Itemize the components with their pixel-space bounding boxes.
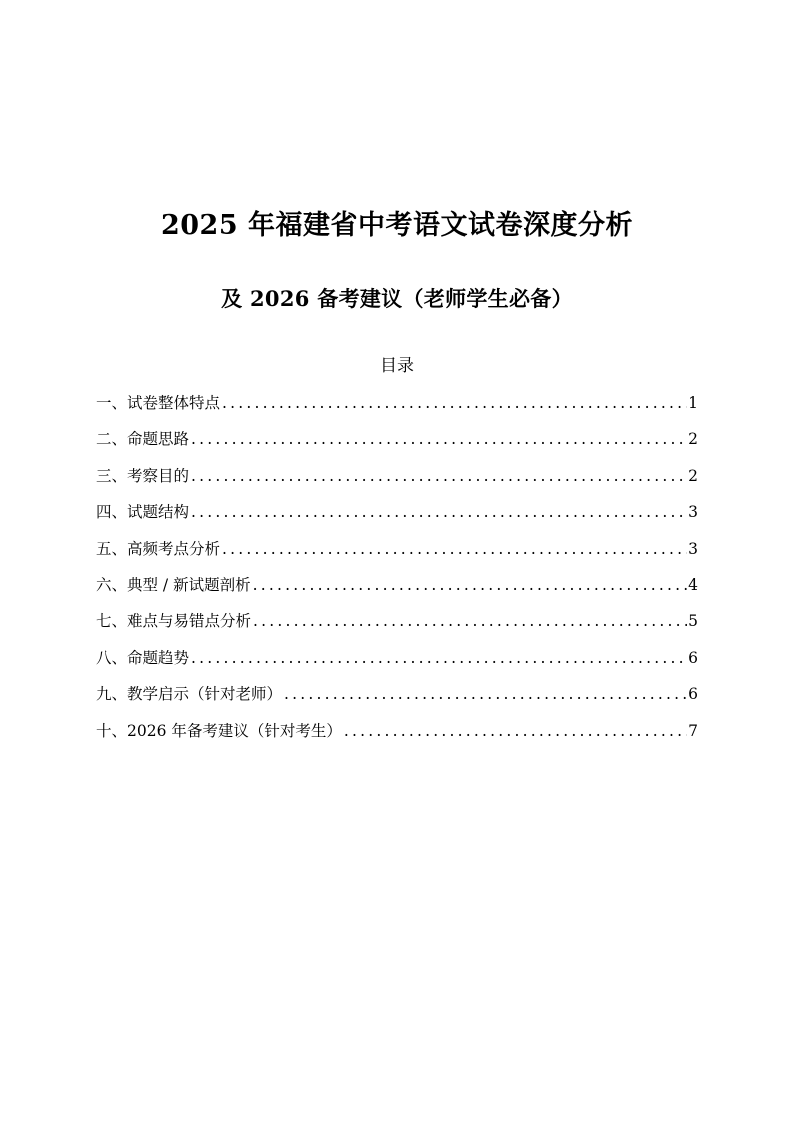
toc-entry-page: 7 (688, 721, 698, 740)
toc-leader-dots (191, 645, 687, 671)
toc-entry-page: 4 (688, 575, 698, 594)
toc-entry-page: 5 (688, 612, 698, 631)
toc-leader-dots (284, 681, 687, 707)
toc-entry[interactable] (96, 608, 698, 644)
toc-entry-page: 2 (688, 430, 698, 449)
toc-entry[interactable] (96, 718, 698, 754)
document-title: 2025 年福建省中考语文试卷深度分析 (160, 210, 634, 241)
toc-leader-dots (222, 390, 687, 416)
toc-leader-dots (191, 463, 687, 489)
toc-entry-page: 1 (688, 394, 698, 412)
toc-entry-label: 三、考察目的 (96, 466, 190, 485)
toc-entry-label: 五、高频考点分析 (96, 539, 221, 558)
toc-entry[interactable] (96, 536, 698, 572)
table-of-contents (96, 390, 698, 754)
toc-leader-dots (253, 572, 688, 598)
toc-entry-label: 七、难点与易错点分析 (96, 612, 252, 631)
toc-entry[interactable] (96, 681, 698, 717)
toc-entry-page: 2 (688, 466, 698, 485)
toc-heading: 目录 (380, 356, 414, 376)
toc-entry-label: 八、命题趋势 (96, 648, 190, 667)
toc-entry[interactable] (96, 499, 698, 535)
document-subtitle: 及 2026 备考建议（老师学生必备） (221, 286, 573, 311)
toc-leader-dots (191, 499, 687, 525)
toc-entry-page: 3 (688, 539, 698, 558)
toc-entry-page: 6 (688, 648, 698, 667)
toc-entry-page: 3 (688, 503, 698, 522)
toc-entry-label: 二、命题思路 (96, 430, 190, 449)
toc-entry-page: 6 (688, 685, 698, 704)
toc-entry[interactable] (96, 426, 698, 462)
toc-entry-label: 六、典型 / 新试题剖析 (96, 575, 251, 594)
toc-entry-label: 一、试卷整体特点 (96, 394, 221, 412)
toc-leader-dots (344, 718, 687, 744)
toc-entry[interactable] (96, 572, 698, 608)
toc-entry-label: 九、教学启示（针对老师） (96, 685, 283, 704)
toc-entry-label: 十、2026 年备考建议（针对考生） (96, 721, 342, 740)
toc-entry[interactable] (96, 463, 698, 499)
toc-leader-dots (222, 536, 687, 562)
toc-entry[interactable] (96, 390, 698, 426)
toc-entry-label: 四、试题结构 (96, 503, 190, 522)
toc-leader-dots (253, 608, 687, 634)
toc-leader-dots (191, 426, 687, 452)
toc-entry[interactable] (96, 645, 698, 681)
